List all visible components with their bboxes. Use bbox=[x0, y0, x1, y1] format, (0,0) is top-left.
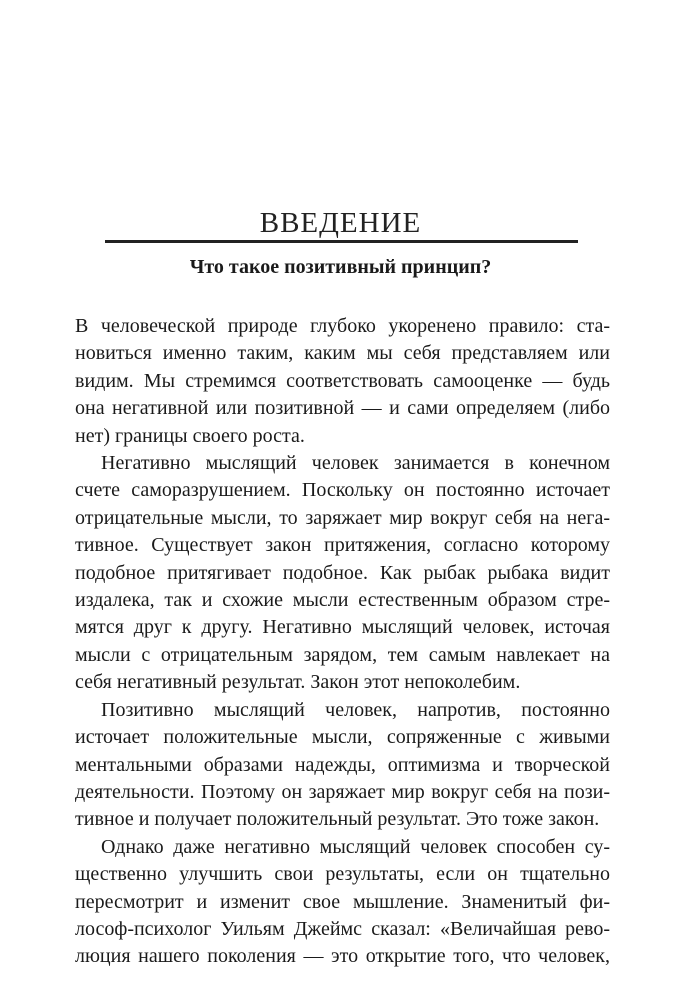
text-line: видим. Мы стремимся соответствовать самооценке — будь bbox=[75, 369, 610, 392]
text-line: пересмотрит и изменит свое мышление. Знаменитый фи- bbox=[75, 890, 610, 913]
text-line: Однако даже негативно мыслящий человек способен су- bbox=[101, 835, 610, 858]
paragraph-1 bbox=[75, 313, 610, 450]
text-line: Негативно мыслящий человек занимается в конечном bbox=[101, 452, 610, 475]
text-line: В человеческой природе глубоко укоренено правило: ста- bbox=[75, 315, 610, 337]
text-line: тивное и получает положительный результат. Это тоже закон. bbox=[75, 808, 600, 831]
text-line: счете саморазрушением. Поскольку он постоянно источает bbox=[75, 479, 610, 502]
text-line: тивное. Существует закон притяжения, согласно которому bbox=[75, 534, 610, 557]
text-line: подобное притягивает подобное. Как рыбак рыбака видит bbox=[75, 561, 610, 584]
body-text bbox=[75, 313, 610, 971]
chapter-title: ВВЕДЕНИЕ bbox=[259, 207, 422, 239]
text-line: люция нашего поколения — это открытие того, что человек, bbox=[75, 945, 610, 968]
text-line: отрицательные мысли, то заряжает мир вокруг себя на нега- bbox=[75, 506, 610, 529]
paragraph-2 bbox=[75, 450, 610, 697]
text-line: лософ-психолог Уильям Джеймс сказал: «Величайшая рево- bbox=[75, 917, 610, 940]
text-line: издалека, так и схожие мысли естественным образом стре- bbox=[75, 589, 610, 612]
chapter-subtitle: Что такое позитивный принцип? bbox=[189, 256, 492, 278]
text-line: щественно улучшить свои результаты, если он тщательно bbox=[75, 863, 610, 886]
text-line: мысли с отрицательным зарядом, тем самым навлекает на bbox=[75, 643, 610, 666]
text-line: нет) границы своего роста. bbox=[75, 424, 305, 447]
text-line: себя негативный результат. Закон этот непоколебим. bbox=[75, 671, 521, 694]
text-line: новиться именно таким, каким мы себя представляем или bbox=[75, 342, 610, 365]
title-rule bbox=[105, 240, 578, 243]
text-line: ментальными образами надежды, оптимизма и творческой bbox=[75, 753, 610, 776]
text-line: мятся друг к другу. Негативно мыслящий человек, источая bbox=[75, 616, 610, 639]
text-line: Позитивно мыслящий человек, напротив, постоянно bbox=[101, 698, 610, 721]
text-line: источает положительные мысли, сопряженные с живыми bbox=[75, 726, 610, 749]
text-line: деятельности. Поэтому он заряжает мир вокруг себя на пози- bbox=[75, 780, 610, 803]
paragraph-4 bbox=[75, 834, 610, 971]
text-line: она негативной или позитивной — и сами определяем (либо bbox=[75, 397, 610, 420]
paragraph-3 bbox=[75, 697, 610, 834]
